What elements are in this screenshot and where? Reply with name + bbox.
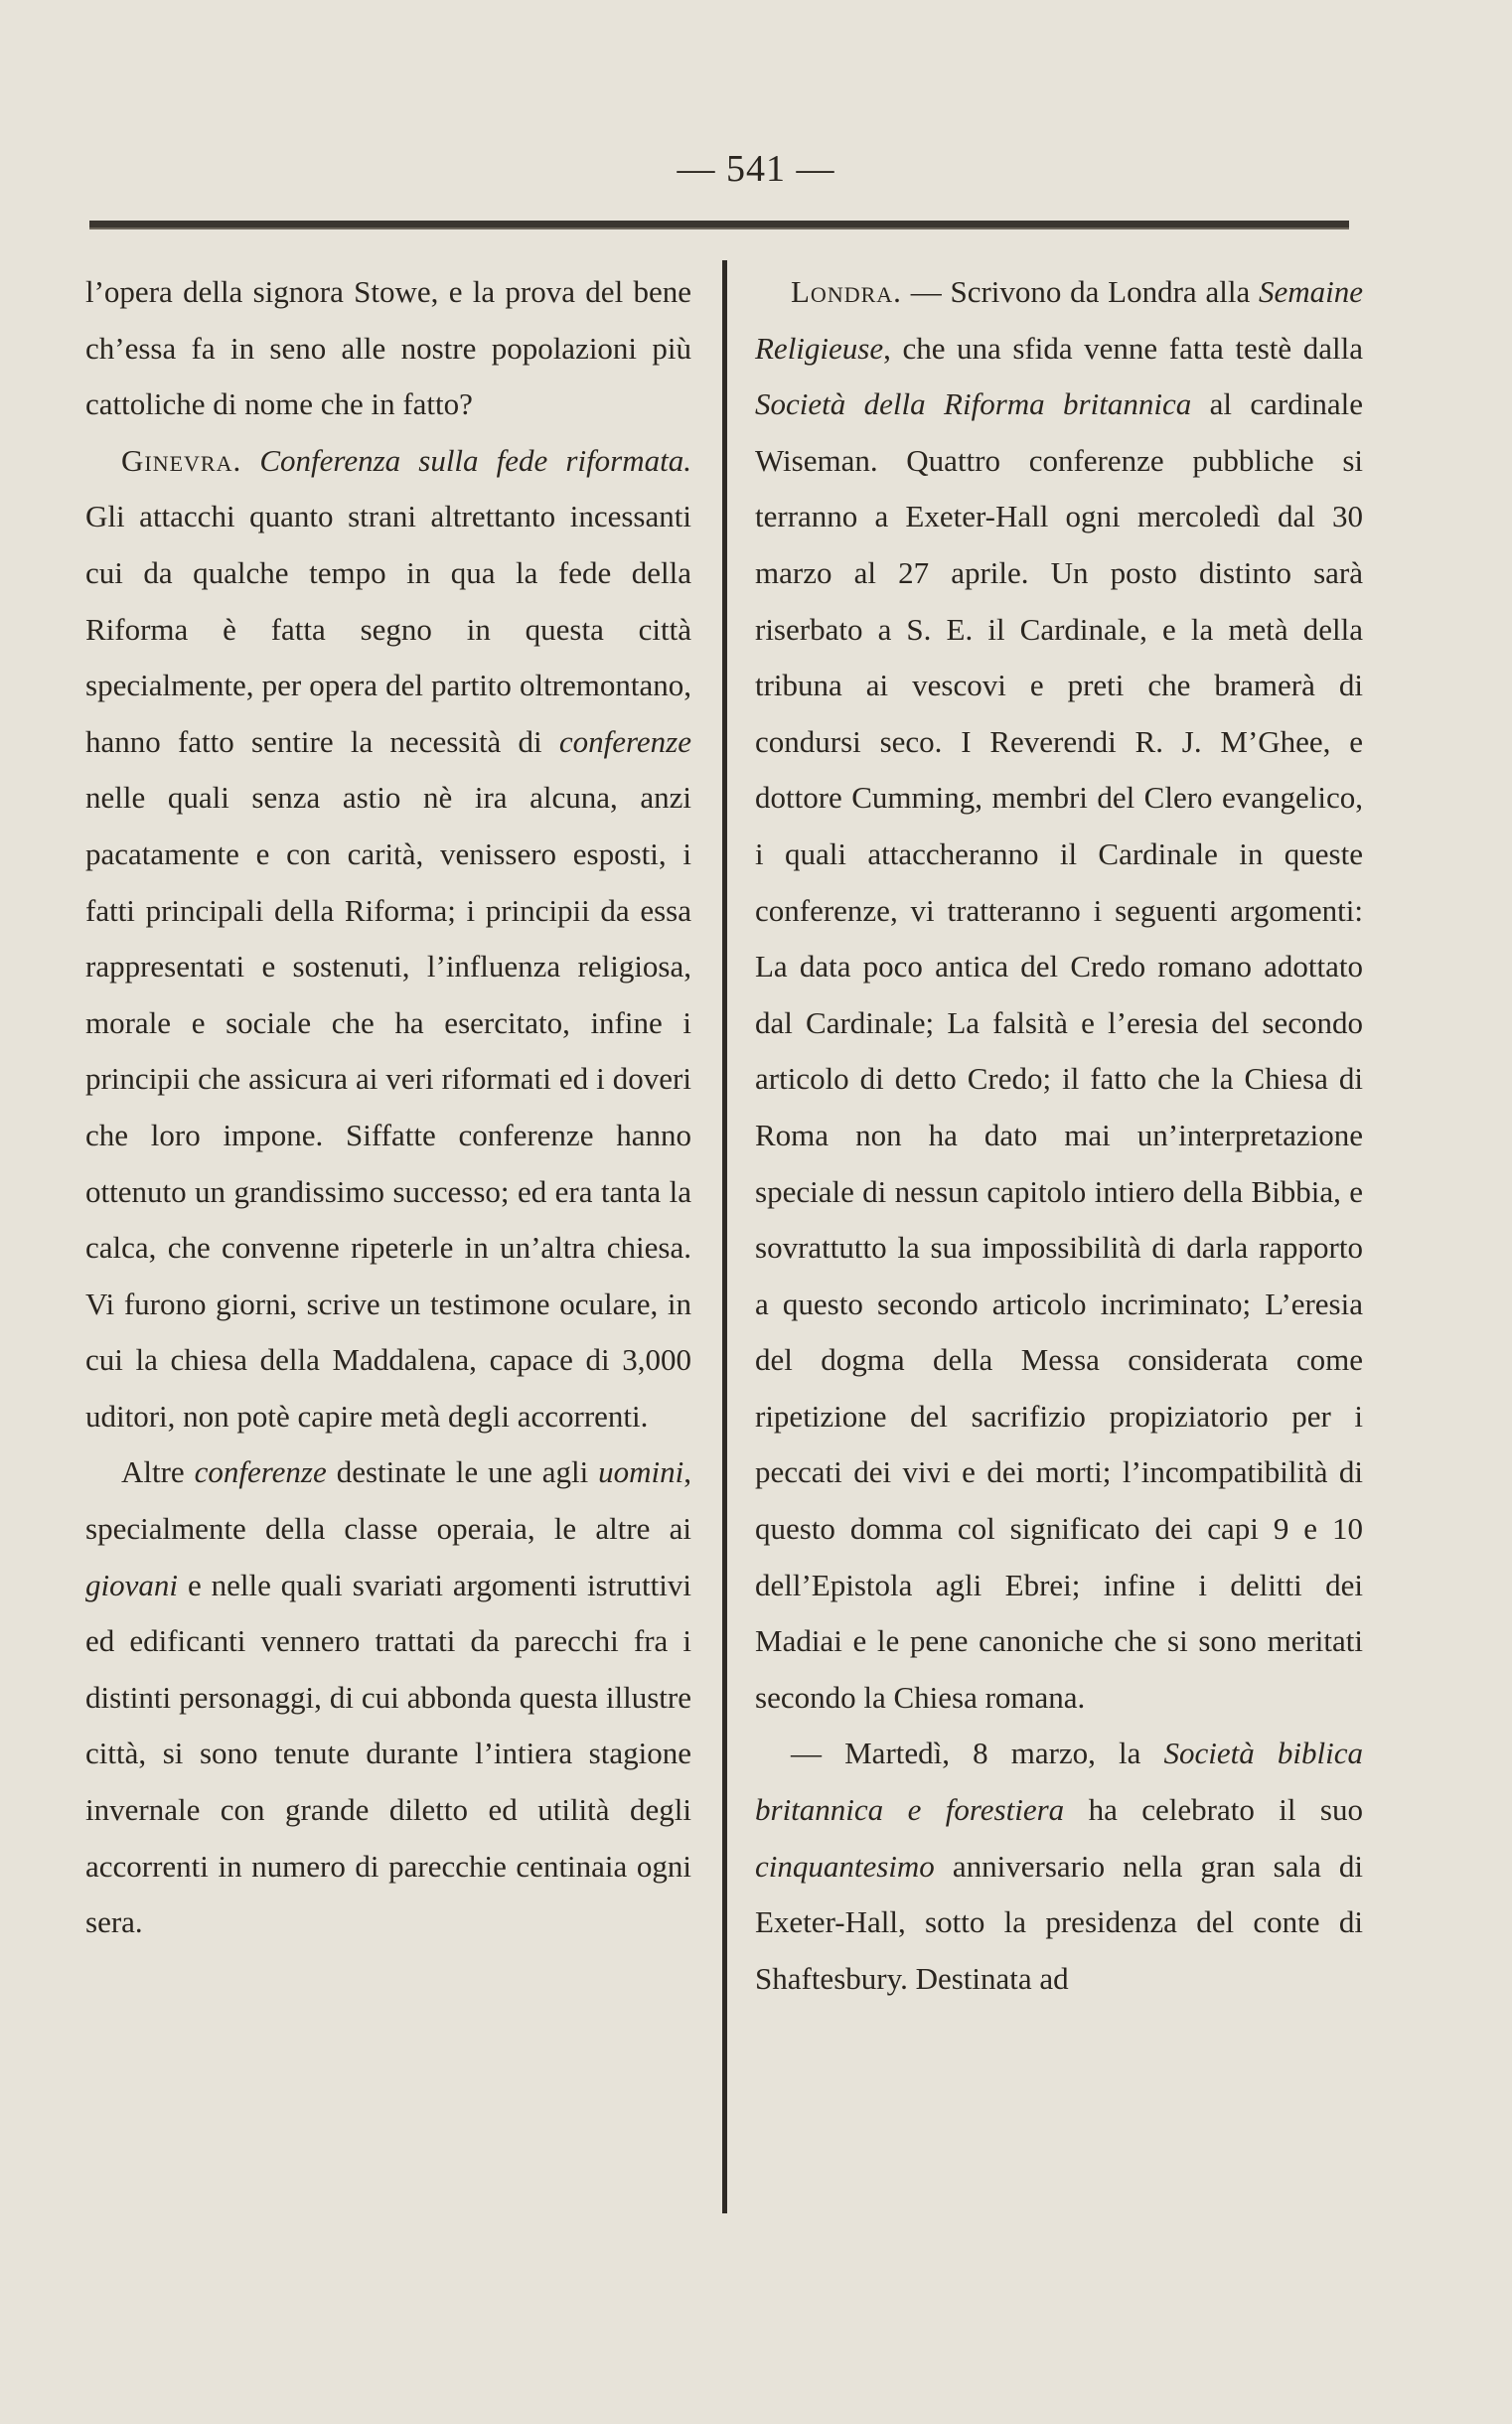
place-name: Ginevra. (121, 442, 242, 478)
left-column (85, 264, 691, 1951)
paragraph: l’opera della signora Stowe, e la prova del bene ch’essa fa in seno alle nostre popolazioni più cattoliche di nome che in fatto? (85, 274, 691, 422)
paragraph: — Martedì, 8 marzo, la Società biblica britannica e forestiera ha celebrato il suo cinquantesimo anniversario nella gran sala di Exeter-Hall, sotto la presidenza del conte di Shaftesbury. Destinata ad (755, 1736, 1364, 1996)
paragraph-londra: Londra. — Scrivono da Londra alla Semaine Religieuse, che una sfida venne fatta testè dalla Società della Riforma britannica al cardinale Wiseman. Quattro conferenze pubbliche si terranno a Exeter-Hall ogni mercoledì dal 30 marzo al 27 aprile. Un posto distinto sarà riserbato a S. E. il Cardinale, e la metà della tribuna ai vescovi e preti che bramerà di condursi seco. I Reverendi R. J. M’Ghee, e dottore Cumming, membri del Clero evangelico, i quali attaccheranno il Cardinale in queste conferenze, vi tratteranno i seguenti argomenti: La data poco antica del Credo romano adottato dal Cardinale; La falsità e l’eresia del secondo articolo di detto Credo; il fatto che la Chiesa di Roma non ha dato mai un’interpretazione speciale di nessun capitolo intiero della Bibbia, e sovrattutto la sua impossibilità di darla rapporto a questo secondo articolo incriminato; L’eresia del dogma della Messa considerata come ripetizione del sacrifizio propiziatorio per i peccati dei vivi e dei morti; l’incompatibilità di questo domma col significato dei capi 9 e 10 dell’Epistola agli Ebrei; infine i delitti dei Madiai e le pene canoniche che si sono meritati secondo la Chiesa romana. (755, 274, 1363, 1715)
paragraph: Altre conferenze destinate le une agli uomini, specialmente della classe operaia, le altre ai giovani e nelle quali svariati argomenti istruttivi ed edificanti vennero trattati da parecchi fra i distinti personaggi, di cui abbonda questa illustre città, si sono tenute durante l’intiera stagione invernale con grande diletto ed utilità degli accorrenti in numero di parecchie centinaia ogni sera. (85, 1454, 692, 1940)
header-rule (89, 221, 1349, 229)
right-column (755, 264, 1363, 2007)
page-number: — 541 — (677, 148, 835, 190)
place-name: Londra. (791, 274, 902, 309)
section-title: Conferenza sulla fede riformata. (259, 442, 691, 478)
column-divider (722, 260, 727, 2213)
paragraph-ginevra: Ginevra. Conferenza sulla fede riformata. Gli attacchi quanto strani altrettanto incessanti cui da qualche tempo in qua la fede della Riforma è fatta segno in questa città specialmente, per opera del partito oltremontano, hanno fatto sentire la necessità di conferenze nelle quali senza astio nè ira alcuna, anzi pacatamente e con carità, venissero esposti, i fatti principali della Riforma; i principii da essa rappresentati e sostenuti, l’influenza religiosa, morale e sociale che ha esercitato, infine i principii che assicura ai veri riformati ed i doveri che loro impone. Siffatte conferenze hanno ottenuto un grandissimo successo; ed era tanta la calca, che convenne ripeterle in un’altra chiesa. Vi furono giorni, scrive un testimone oculare, in cui la chiesa della Maddalena, capace di 3,000 uditori, non potè capire metà degli accorrenti. (85, 442, 692, 1434)
